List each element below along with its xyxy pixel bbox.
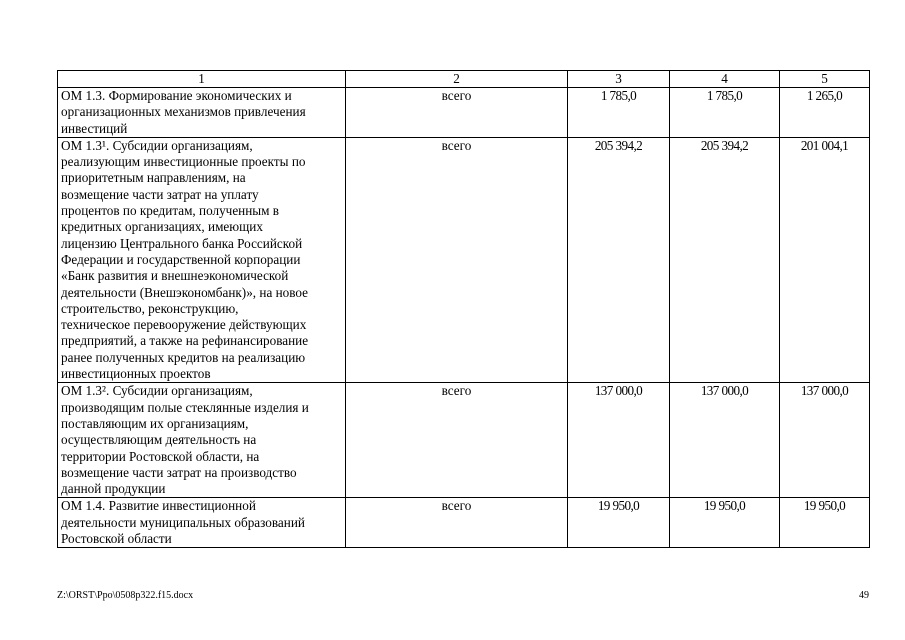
column-header-5: 5 [780, 71, 870, 88]
table-row [58, 137, 870, 382]
value-col4-cell: 137 000,0 [670, 383, 780, 498]
value-col5-cell: 201 004,1 [780, 137, 870, 382]
table-header-row [58, 71, 870, 88]
column-header-2: 2 [346, 71, 568, 88]
funding-type-cell: всего [346, 137, 568, 382]
column-header-3: 3 [568, 71, 670, 88]
table-row [58, 383, 870, 498]
measure-name-cell: ОМ 1.4. Развитие инвестиционной деятельности муниципальных образований Ростовской области [58, 498, 346, 548]
page-number: 49 [859, 590, 869, 601]
table-row [58, 498, 870, 548]
measure-name-cell: ОМ 1.3¹. Субсидии организациям, реализующим инвестиционные проекты по приоритетным направлениям, на возмещение части затрат на уплату процентов по кредитам, полученным в кредитных организациях, имеющих лицензию Центрального банка Российской Федерации и государственной корпорации «Банк развития и внешнеэкономической деятельности (Внешэкономбанк)», на новое строительство, реконструкцию, техническое перевооружение действующих предприятий, а также на рефинансирование ранее полученных кредитов на реализацию инвестиционных проектов [58, 137, 346, 382]
budget-table [57, 70, 870, 548]
measure-name-cell: ОМ 1.3². Субсидии организациям, производящим полые стеклянные изделия и поставляющим их организациям, осуществляющим деятельность на территории Ростовской области, на возмещение части затрат на производство данной продукции [58, 383, 346, 498]
funding-type-cell: всего [346, 498, 568, 548]
funding-type-cell: всего [346, 88, 568, 138]
value-col3-cell: 205 394,2 [568, 137, 670, 382]
value-col5-cell: 137 000,0 [780, 383, 870, 498]
column-header-4: 4 [670, 71, 780, 88]
value-col4-cell: 1 785,0 [670, 88, 780, 138]
measure-name-cell: ОМ 1.3. Формирование экономических и организационных механизмов привлечения инвестиций [58, 88, 346, 138]
column-header-1: 1 [58, 71, 346, 88]
value-col5-cell: 1 265,0 [780, 88, 870, 138]
value-col3-cell: 137 000,0 [568, 383, 670, 498]
value-col3-cell: 19 950,0 [568, 498, 670, 548]
value-col4-cell: 19 950,0 [670, 498, 780, 548]
value-col4-cell: 205 394,2 [670, 137, 780, 382]
value-col5-cell: 19 950,0 [780, 498, 870, 548]
value-col3-cell: 1 785,0 [568, 88, 670, 138]
table-row [58, 88, 870, 138]
document-file-path: Z:\ORST\Ppo\0508p322.f15.docx [57, 590, 194, 601]
funding-type-cell: всего [346, 383, 568, 498]
